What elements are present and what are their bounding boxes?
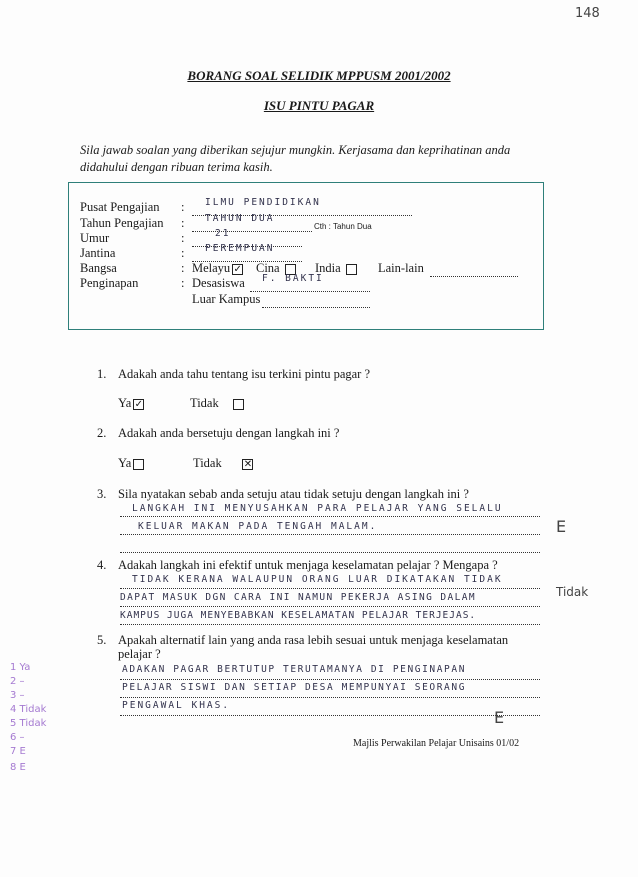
q5-answer-3: PENGAWAL KHAS. xyxy=(122,700,231,711)
colon: : xyxy=(181,200,185,214)
q2-text: Adakah anda bersetuju dengan langkah ini ? xyxy=(118,426,340,440)
q2-tidak-checkbox[interactable]: ✕ xyxy=(243,458,253,470)
q2-tidak-option[interactable] xyxy=(193,456,253,471)
q1-ya-option[interactable] xyxy=(118,396,144,411)
page-number: 148 xyxy=(575,6,600,21)
tahun-hint: Cth : Tahun Dua xyxy=(314,222,372,231)
q5-answer-2: PELAJAR SISWI DAN SETIAP DESA MEMPUNYAI SEORANG xyxy=(122,682,467,693)
margin-note-1: 1 Ya xyxy=(10,662,31,673)
q3-answer-2: KELUAR MAKAN PADA TENGAH MALAM. xyxy=(138,521,378,532)
margin-note-6: 6 – xyxy=(10,732,25,743)
colon: : xyxy=(181,276,185,290)
q4-answer-2: DAPAT MASUK DGN CARA INI NAMUN PEKERJA ASING DALAM xyxy=(120,592,476,603)
q3-answer-line[interactable] xyxy=(120,538,540,553)
q4-answer-1: TIDAK KERANA WALAUPUN ORANG LUAR DIKATAKAN TIDAK xyxy=(132,574,503,585)
margin-note-4: 4 Tidak xyxy=(10,704,47,715)
q1-number: 1. xyxy=(97,367,107,381)
colon: : xyxy=(181,246,185,260)
q2-ya-checkbox[interactable] xyxy=(133,459,144,470)
q3-text: Sila nyatakan sebab anda setuju atau tidak setuju dengan langkah ini ? xyxy=(118,487,469,501)
margin-note-2: 2 – xyxy=(10,676,25,687)
margin-note-5: 5 Tidak xyxy=(10,718,47,729)
q2-tidak-label: Tidak xyxy=(193,456,222,470)
desasiswa-label: Desasiswa xyxy=(192,276,245,290)
form-subtitle: ISU PINTU PAGAR xyxy=(263,98,375,113)
q1-ya-label: Ya xyxy=(118,396,132,410)
colon: : xyxy=(181,261,185,275)
penginapan-label: Penginapan xyxy=(80,276,139,290)
umur-value: 21 xyxy=(215,228,231,239)
jantina-label: Jantina xyxy=(80,246,116,260)
q3-grade-mark: E xyxy=(556,517,567,536)
form-title: BORANG SOAL SELIDIK MPPUSM 2001/2002 xyxy=(187,68,451,83)
q1-text: Adakah anda tahu tentang isu terkini pintu pagar ? xyxy=(118,367,371,381)
colon: : xyxy=(181,231,185,245)
luar-kampus-label: Luar Kampus xyxy=(192,292,261,306)
q5-number: 5. xyxy=(97,633,107,647)
umur-label: Umur xyxy=(80,231,110,245)
desasiswa-value: F. BAKTI xyxy=(262,273,324,284)
q2-number: 2. xyxy=(97,426,107,440)
margin-note-8: 8 E xyxy=(10,762,26,773)
india-checkbox[interactable] xyxy=(346,264,357,275)
q1-ya-checkbox[interactable]: ✓ xyxy=(134,398,144,410)
margin-note-7: 7 E xyxy=(10,746,26,757)
lain-field[interactable] xyxy=(430,263,518,277)
q1-tidak-checkbox[interactable] xyxy=(233,399,244,410)
colon: : xyxy=(181,216,185,230)
melayu-label: Melayu xyxy=(192,261,231,275)
q4-grade-mark: Tidak xyxy=(556,585,589,599)
pusat-value: ILMU PENDIDIKAN xyxy=(205,197,321,208)
q5-text-line2: pelajar ? xyxy=(118,647,161,661)
jantina-value: PEREMPUAN xyxy=(205,243,275,254)
q3-answer-1: LANGKAH INI MENYUSAHKAN PARA PELAJAR YANG SELALU xyxy=(132,503,503,514)
intro-text: Sila jawab soalan yang diberikan sejujur mungkin. Kerjasama dan keprihatinan anda didahului dengan ribuan terima kasih. xyxy=(80,143,511,174)
cina-label: Cina xyxy=(256,261,280,275)
q5-answer-1: ADAKAN PAGAR BERTUTUP TERUTAMANYA DI PENGINAPAN xyxy=(122,664,467,675)
q5-text-line1: Apakah alternatif lain yang anda rasa lebih sesuai untuk menjaga keselamatan xyxy=(118,633,509,647)
footer-text: Majlis Perwakilan Pelajar Unisains 01/02 xyxy=(353,738,520,749)
bangsa-label: Bangsa xyxy=(80,261,117,275)
q1-tidak-option[interactable] xyxy=(190,396,244,411)
q4-number: 4. xyxy=(97,558,107,572)
pusat-label: Pusat Pengajian xyxy=(80,200,160,214)
lain-label: Lain-lain xyxy=(378,261,424,275)
q2-ya-option[interactable] xyxy=(118,456,144,471)
melayu-option[interactable] xyxy=(192,261,243,276)
india-label: India xyxy=(315,261,341,275)
q4-text: Adakah langkah ini efektif untuk menjaga keselamatan pelajar ? Mengapa ? xyxy=(118,558,498,572)
q2-ya-label: Ya xyxy=(118,456,132,470)
margin-note-3: 3 – xyxy=(10,690,25,701)
lain-option[interactable] xyxy=(378,261,424,276)
q5-grade-mark: E xyxy=(494,708,505,727)
tahun-value: TAHUN DUA xyxy=(205,213,275,224)
q4-answer-3: KAMPUS JUGA MENYEBABKAN KESELAMATAN PELAJAR TERJEJAS. xyxy=(120,610,477,621)
melayu-checkbox[interactable]: ✓ xyxy=(233,263,242,275)
tahun-label: Tahun Pengajian xyxy=(80,216,164,230)
q3-number: 3. xyxy=(97,487,107,501)
luar-kampus-field[interactable] xyxy=(262,294,370,308)
q1-tidak-label: Tidak xyxy=(190,396,219,410)
